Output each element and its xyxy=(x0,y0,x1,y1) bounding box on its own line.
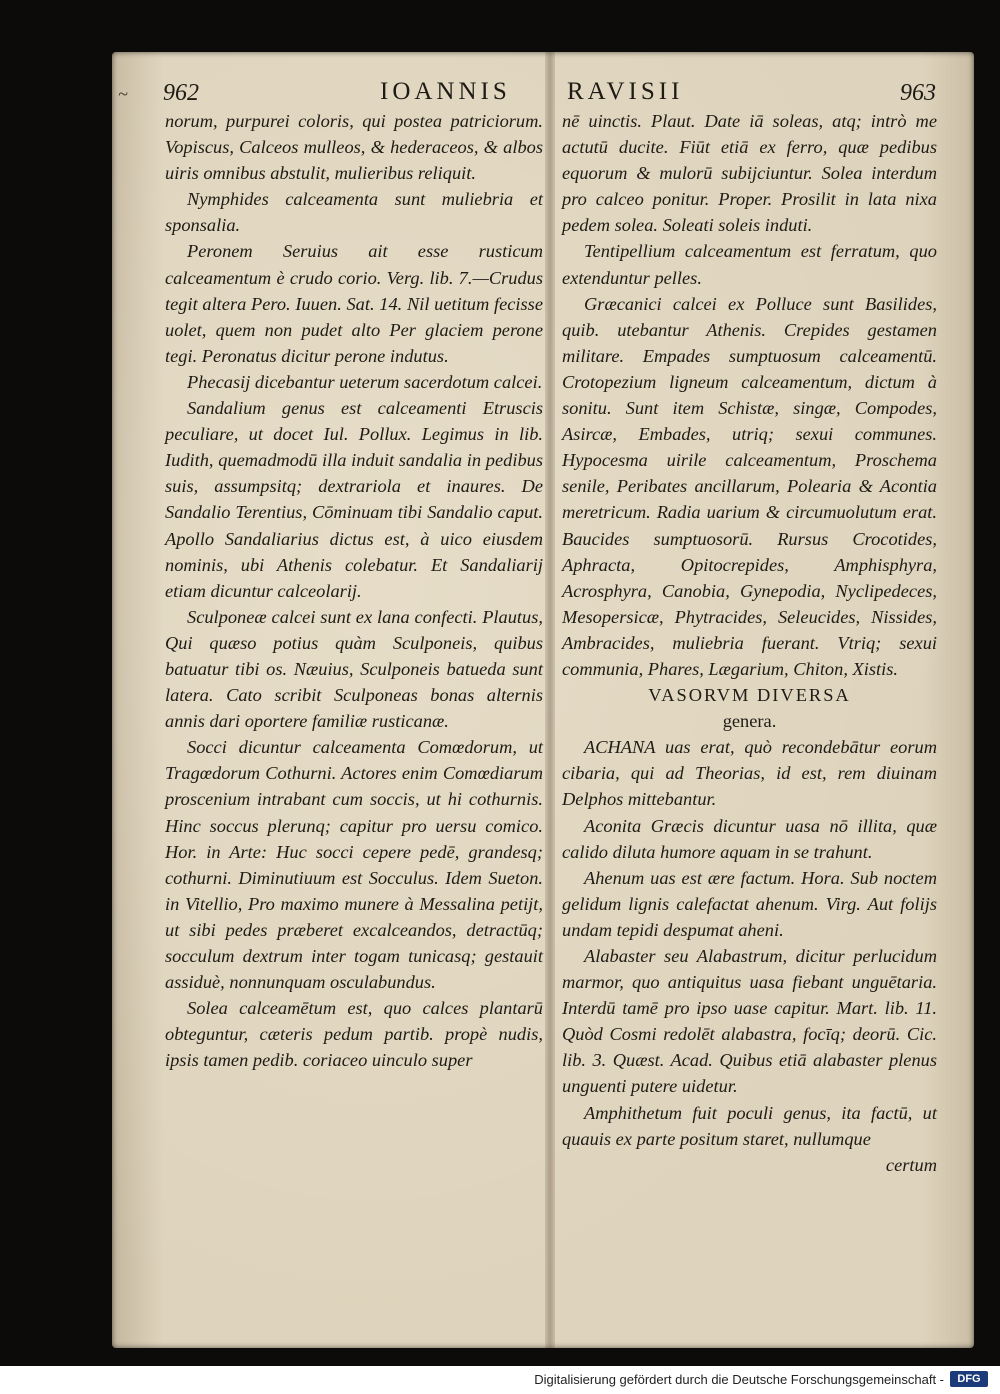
paragraph: ACHANA uas erat, quò recondebātur eorum cibaria, qui ad Theorias, id est, rem diuinam Delphos mittebantur. xyxy=(562,737,937,810)
paragraph: Solea calceamētum est, quo calces plantarū obteguntur, cæteris pedum partib. propè nudis, ipsis tamen pedib. coriaceo uinculo super xyxy=(165,998,543,1071)
paragraph: Tentipellium calceamentum est ferratum, quo extenduntur pelles. xyxy=(562,241,937,288)
right-running-head: RAVISII xyxy=(567,78,684,105)
paragraph: Sandalium genus est calceamenti Etruscis peculiare, ut docet Iul. Pollux. Legimus in lib. Iudith, quemadmodū illa induit sandalia in pedibus suis, assumpsitq; dextrariola et inaures. De Sandalio Terentius, Cōminuam tibi Sandalio caput. Apollo Sandaliarius dictus est, à uico eiusdem nominis, ubi Athenis colebatur. Et Sandaliarij etiam dicuntur calceolarij. xyxy=(165,398,543,601)
paragraph: Peronem Seruius ait esse rusticum calceamentum è crudo corio. Verg. lib. 7.—Crudus tegit altera Pero. Iuuen. Sat. 14. Nil uetitum fecisse uolet, quem non pudet alto Per glaciem perone tegi. Peronatus dicitur perone indutus. xyxy=(165,241,543,366)
paragraph: Socci dicuntur calceamenta Comœdorum, ut Tragœdorum Cothurni. Actores enim Comœdiarum proscenium intrabant cum soccis, ut hi cothurnis. Hinc soccus plerunq; capitur pro uersu comico. Hor. in Arte: Huc socci cepere pedē, grandesq; cothurni. Diminutiuum est Socculus. Idem Sueton. in Vitellio, Pro maximo munere à Messalina petijt, ut sibi pedes præberet excalceandos, detractūq; socculum dextrum inter togam tunicasq; gestauit assiduè, nonnunquam osculabundus. xyxy=(165,737,543,993)
paragraph: nē uinctis. Plaut. Date iā soleas, atq; intrò me actutū ducite. Fiūt etiā ex ferro, quæ pedibus equorum & mulorū subijciuntur. Solea interdum pro calceo ponitur. Proper. Prosilit in lata nixa pedem solea. Soleati soleis induti. xyxy=(562,111,937,236)
paragraph: Alabaster seu Alabastrum, dicitur perlucidum marmor, quo antiquitus uasa fiebant unguētaria. Interdū tamē pro ipso uase capitur. Mart. lib. 11. Quòd Cosmi redolēt alabastra, focīq; deorū. Cic. lib. 3. Quæst. Acad. Quibus etiā alabaster plenus unguenti putere uidetur. xyxy=(562,946,937,1097)
left-page-number: 962 xyxy=(163,80,199,106)
paragraph: Aconita Græcis dicuntur uasa nō illita, quæ calido diluta humore aquam in se trahunt. xyxy=(562,815,937,862)
footer-bar xyxy=(0,1366,1000,1394)
paragraph: Ahenum uas est ære factum. Hora. Sub noctem gelidum lignis calefactat ahenum. Virg. Aut folijs undam tepidi despumat aheni. xyxy=(562,867,937,940)
paragraph: Græcanici calcei ex Polluce sunt Basilides, quib. utebantur Athenis. Crepides gestamen militare. Empades sumptuosum calceamentū. Crotopezium ligneum calceamentum, dictum à sonitu. Sunt item Schistæ, singæ, Compodes, Asircæ, Embades, utriq; sexui communes. Hypocesma uirile calceamentum, Proschema senile, Peribates ancillarum, Polearia & Acontia meretricum. Radia uarium & circumuolutum erat. Baucides sumptuosorū. Rursus Crocotides, Aphracta, Opitocrepides, Amphisphyra, Acrosphyra, Canobia, Gynepodia, Nyclipedeces, Mesopersicæ, Phytracides, Seleucides, Nissides, Ambracides, muliebria fuerant. Vtriq; sexui communia, Phares, Lægarium, Chiton, Xistis. xyxy=(562,293,937,679)
section-heading: VASORVM DIVERSA xyxy=(648,685,851,706)
book-gutter xyxy=(545,52,555,1348)
left-text-column xyxy=(165,108,543,1073)
paragraph: Nymphides calceamenta sunt muliebria et sponsalia. xyxy=(165,189,543,236)
dfg-logo-icon: DFG xyxy=(950,1371,988,1387)
paragraph: Sculponeæ calcei sunt ex lana confecti. Plautus, Qui quæso potius quàm Sculponeis, quibus batuatur tibi os. Næuius, Sculponeis batueda sunt latera. Cato scribit Sculponeas bonas alternis annis dari oportere familiæ rusticanæ. xyxy=(165,606,543,732)
right-text-column xyxy=(562,108,937,1178)
margin-mark: ~ xyxy=(118,84,128,104)
paragraph: Amphithetum fuit poculi genus, ita factū, ut quauis ex parte positum staret, nullumque xyxy=(562,1102,937,1149)
section-subheading: genera. xyxy=(722,711,777,732)
left-running-head: IOANNIS xyxy=(380,78,511,105)
catchword: certum xyxy=(885,1154,937,1175)
footer-credit: Digitalisierung gefördert durch die Deutsche Forschungsgemeinschaft - xyxy=(534,1372,944,1387)
right-page-number: 963 xyxy=(900,80,936,106)
paragraph: norum, purpurei coloris, qui postea patriciorum. Vopiscus, Calceos mulleos, & hederaceos, & albos uiris omnibus abstulit, mulieribus reliquit. xyxy=(165,111,543,184)
paragraph: Phecasij dicebantur ueterum sacerdotum calcei. xyxy=(187,371,543,392)
